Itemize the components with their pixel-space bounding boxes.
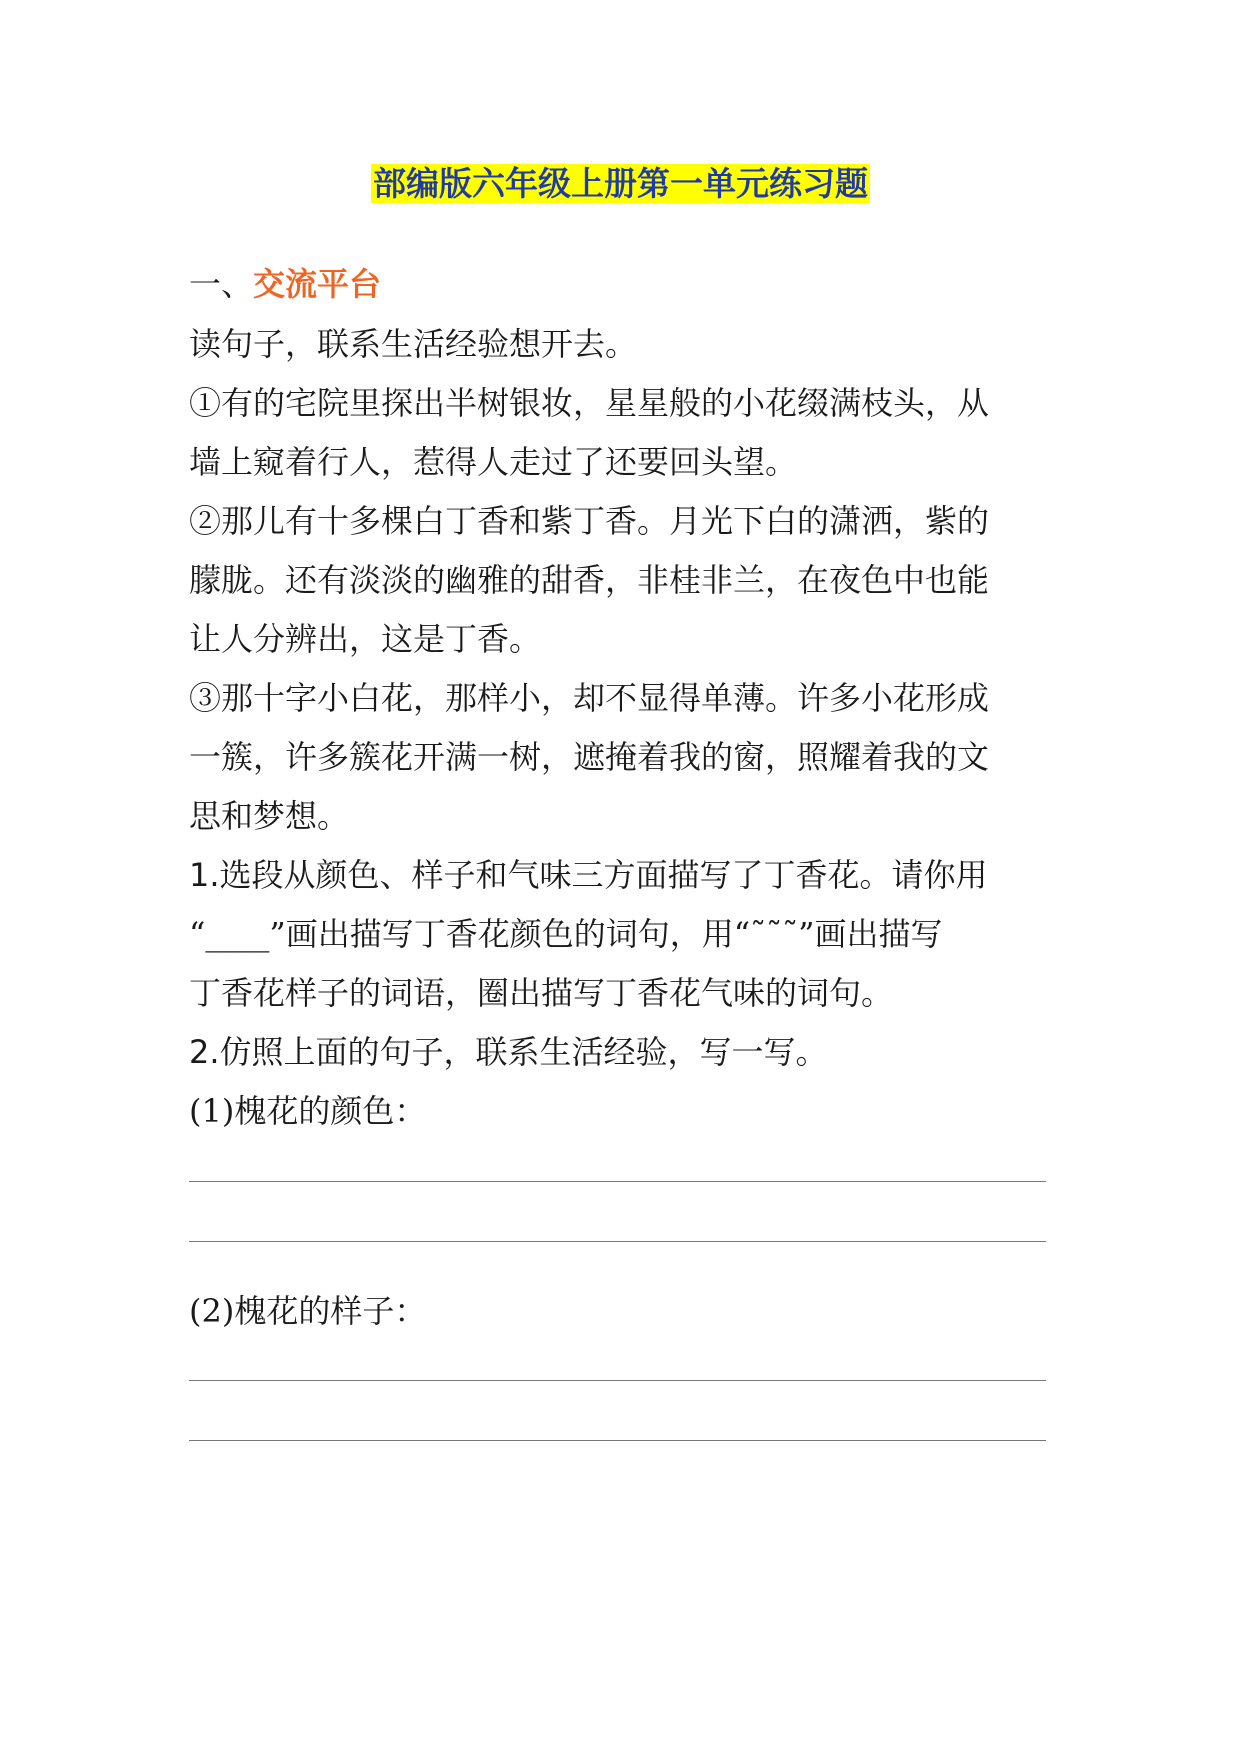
passage-1-line-1: ①有的宅院里探出半树银妆，星星般的小花缀满枝头，从	[189, 384, 990, 422]
subquestion-1-label: (1)槐花的颜色：	[189, 1092, 427, 1130]
passage-2-line-1: ②那儿有十多棵白丁香和紫丁香。月光下白的潇洒，紫的	[189, 502, 990, 540]
question-1-line-3: 丁香花样子的词语，圈出描写丁香花气味的词句。	[189, 974, 894, 1012]
question-1-line-1	[189, 853, 1069, 897]
section-number: 一、	[189, 265, 254, 303]
passage-1-line-2: 墙上窥着行人，惹得人走过了还要回头望。	[189, 443, 798, 481]
page-title	[0, 162, 1241, 206]
passage-2-line-3: 让人分辨出，这是丁香。	[189, 620, 542, 658]
section-heading	[189, 262, 1069, 306]
answer-line-1b[interactable]	[189, 1241, 1046, 1242]
page-title-text: 部编版六年级上册第一单元练习题	[373, 164, 868, 203]
question-1-number: 1.	[189, 856, 220, 894]
passage-3-line-3: 思和梦想。	[189, 797, 350, 835]
passage-2-line-2: 朦胧。还有淡淡的幽雅的甜香，非桂非兰，在夜色中也能	[189, 561, 990, 599]
answer-line-2b[interactable]	[189, 1440, 1046, 1441]
question-1-text-1: 选段从颜色、样子和气味三方面描写了丁香花。请你用	[219, 856, 988, 894]
answer-line-1a[interactable]	[189, 1181, 1046, 1182]
section-label: 交流平台	[253, 265, 382, 303]
answer-line-2a[interactable]	[189, 1380, 1046, 1381]
question-2-number: 2.	[189, 1033, 220, 1071]
passage-3-line-2: 一簇，许多簇花开满一树，遮掩着我的窗，照耀着我的文	[189, 738, 990, 776]
passage-3-line-1: ③那十字小白花，那样小，却不显得单薄。许多小花形成	[189, 679, 990, 717]
instruction-text: 读句子，联系生活经验想开去。	[189, 325, 638, 363]
question-2-line	[189, 1030, 1069, 1074]
question-2-text: 仿照上面的句子，联系生活经验，写一写。	[219, 1033, 828, 1071]
question-1-line-2: “____”画出描写丁香花颜色的词句，用“˜˜˜”画出描写	[189, 915, 943, 953]
subquestion-2-label: (2)槐花的样子：	[189, 1292, 427, 1330]
